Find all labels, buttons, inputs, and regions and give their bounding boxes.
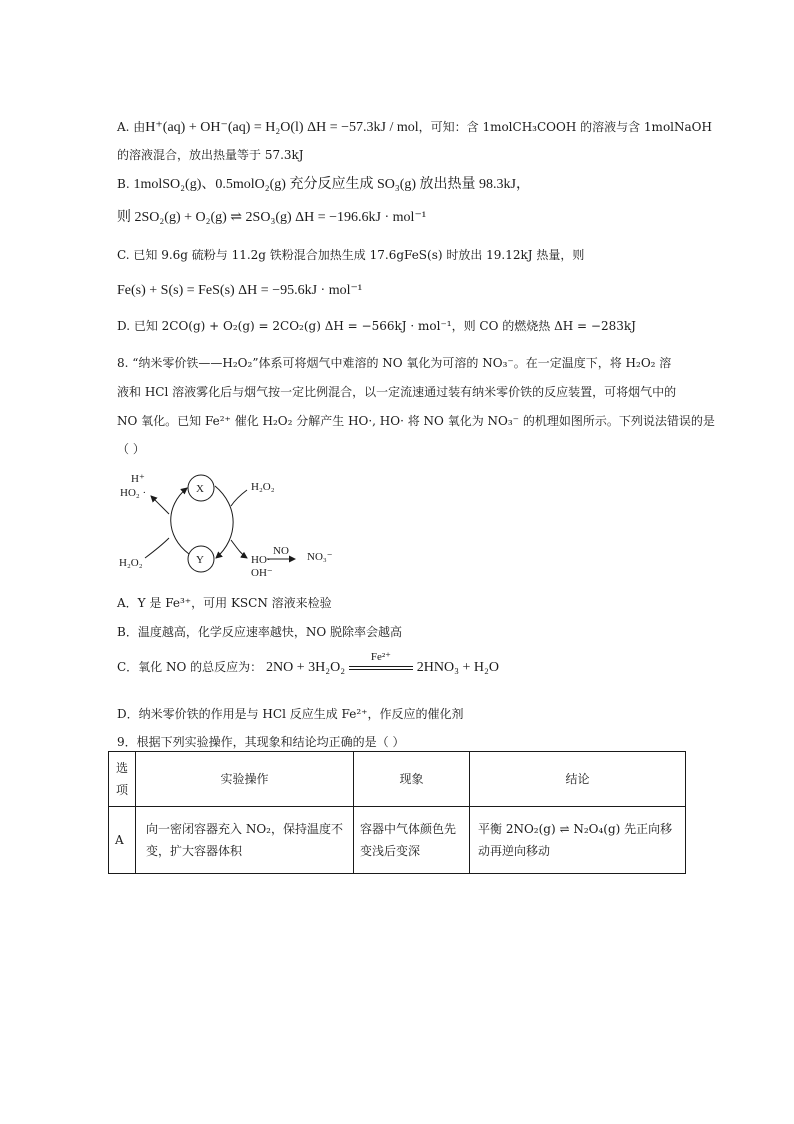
q7-option-d-line1: D. 已知 2CO(g) + O₂(g) = 2CO₂(g) ΔH = −566kJ · mol⁻¹，则 CO 的燃烧热 ΔH = −283kJ — [117, 319, 636, 333]
q8-stem-line2: 液和 HCl 溶液雾化后与烟气按一定比例混合，以一定流速通过装有纳米零价铁的反应装置，可将烟气中的 — [117, 385, 677, 399]
q7-option-b-text: 1molSO₂(g)、0.5molO₂(g) 充分反应生成 SO₃(g) 放出热量 98.3kJ， — [133, 177, 530, 192]
q8-option-a: A．Y 是 Fe³⁺，可用 KSCN 溶液来检验 — [117, 596, 332, 610]
equals-bar — [349, 666, 413, 670]
q7-option-a-text: ，可知：含 1molCH₃COOH 的溶液与含 1molNaOH — [418, 120, 712, 134]
table-header-row — [109, 752, 686, 807]
q7-option-a-equation: H⁺(aq) + OH⁻(aq) = H₂O(l) ΔH = −57.3kJ / mol — [145, 120, 419, 135]
ho-label: HO· — [251, 554, 271, 566]
q7-option-a-line1 — [117, 118, 712, 137]
q8-option-d: D．纳米零价铁的作用是与 HCl 反应生成 Fe²⁺，作反应的催化剂 — [117, 707, 464, 721]
arc-x-to-y — [215, 486, 233, 558]
catalyst-arrow — [349, 651, 413, 670]
q8-option-c-catalyst: Fe²⁺ — [370, 651, 391, 663]
oh-label: OH⁻ — [251, 567, 273, 579]
row-conclusion: 平衡 2NO₂(g) ⇌ N₂O₄(g) 先正向移动再逆向移动 — [470, 807, 686, 874]
arrow-to-ho — [231, 540, 247, 558]
q7-option-c-line2: Fe(s) + S(s) = FeS(s) ΔH = −95.6kJ · mol⁻¹ — [117, 283, 363, 298]
q9-stem: 9．根据下列实验操作，其现象和结论均正确的是（ ） — [117, 735, 405, 749]
row-option: A — [109, 807, 136, 874]
arc-y-to-x — [171, 488, 189, 554]
q7-option-a-line2: 的溶液混合，放出热量等于 57.3kJ — [117, 148, 304, 162]
q8-stem-line4: （ ） — [117, 442, 145, 456]
table-row — [109, 807, 686, 874]
q8-stem-line1: 8. “纳米零价铁——H₂O₂”体系可将烟气中难溶的 NO 氧化为可溶的 NO₃⁻。在一定温度下，将 H₂O₂ 溶 — [117, 356, 672, 370]
q7-option-b-line2: 则 2SO₂(g) + O₂(g) ⇌ 2SO₃(g) ΔH = −196.6kJ · mol⁻¹ — [117, 210, 427, 225]
experiment-table — [108, 751, 686, 874]
y-label: Y — [196, 554, 204, 566]
q8-option-b: B．温度越高，化学反应速率越快，NO 脱除率会越高 — [117, 625, 402, 639]
ho2-label: HO₂ · — [120, 487, 147, 499]
q8-option-c-products: 2HNO₃ + H₂O — [416, 660, 499, 675]
header-option: 选项 — [109, 752, 136, 807]
h-plus-label: H⁺ — [131, 473, 145, 485]
x-label: X — [196, 483, 204, 495]
header-operation: 实验操作 — [136, 752, 354, 807]
q7-option-c-line1: C. 已知 9.6g 硫粉与 11.2g 铁粉混合加热生成 17.6gFeS(s) 时放出 19.12kJ 热量，则 — [117, 248, 585, 262]
h2o2-right-label: H₂O₂ — [251, 481, 275, 493]
arrow-to-ho2 — [151, 496, 169, 514]
arrow-from-h2o2-right — [231, 490, 247, 506]
q8-option-c — [117, 651, 499, 677]
row-phenomenon: 容器中气体颜色先变浅后变深 — [354, 807, 470, 874]
q8-option-c-prefix: C．氧化 NO 的总反应为： — [117, 660, 263, 674]
arrow-from-h2o2-left — [145, 538, 169, 558]
no-label: NO — [273, 545, 289, 557]
h2o2-left-label: H₂O₂ — [119, 557, 143, 569]
q7-option-b-line1 — [117, 175, 530, 194]
q8-option-c-reactants: 2NO + 3H₂O₂ — [265, 660, 346, 675]
q7-option-a-prefix: A. 由 — [117, 120, 146, 134]
header-phenomenon: 现象 — [354, 752, 470, 807]
q7-option-b-prefix: B. — [117, 177, 130, 191]
no3-product-label: NO₃⁻ — [307, 551, 333, 563]
header-conclusion: 结论 — [470, 752, 686, 807]
mechanism-diagram — [117, 466, 287, 586]
row-operation: 向一密闭容器充入 NO₂，保持温度不变，扩大容器体积 — [136, 807, 354, 874]
q8-stem-line3: NO 氧化。已知 Fe²⁺ 催化 H₂O₂ 分解产生 HO·, HO· 将 NO 氧化为 NO₃⁻ 的机理如图所示。下列说法错误的是 — [117, 414, 715, 428]
